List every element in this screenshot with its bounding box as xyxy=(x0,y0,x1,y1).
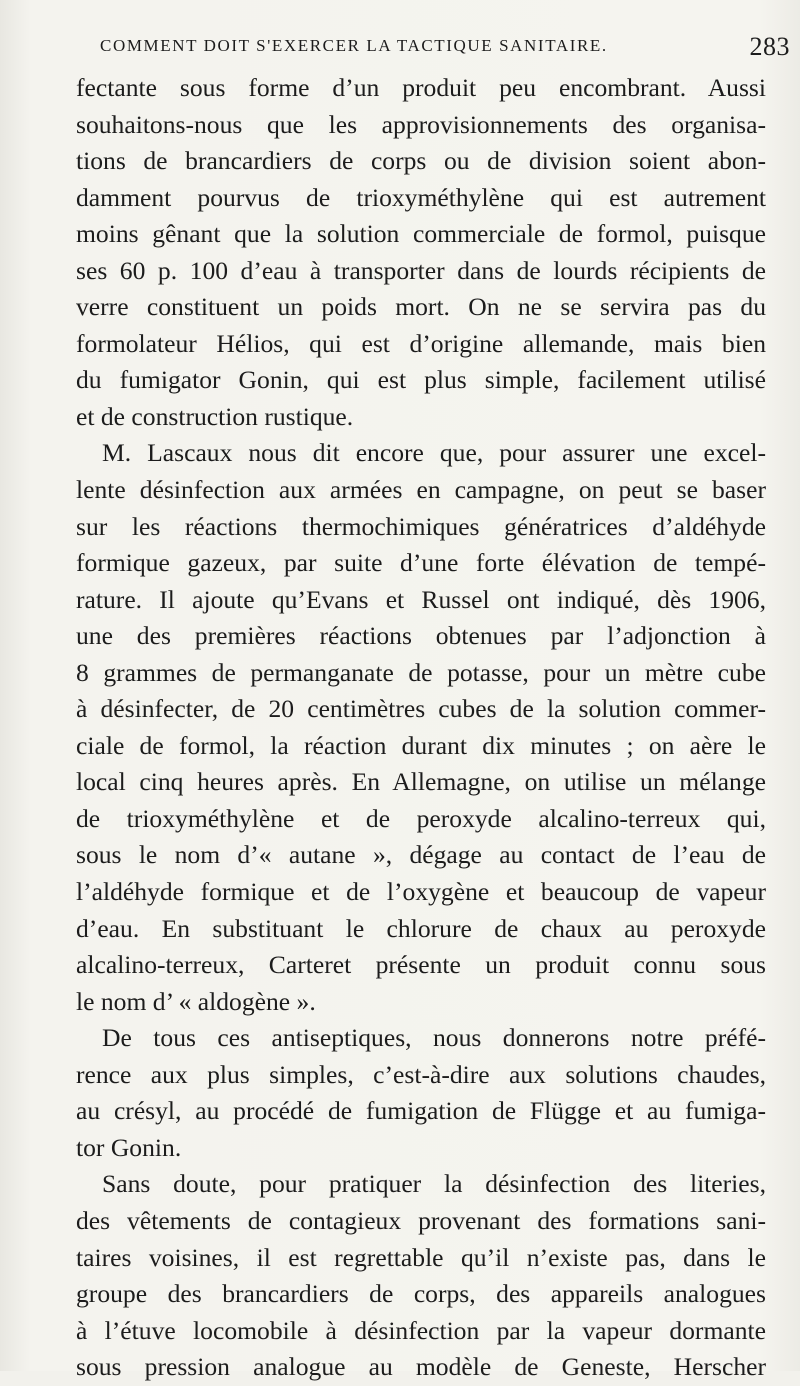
text-line: au crésyl, au procédé de fumigation de Flügge et au fumiga- xyxy=(76,1096,766,1126)
text-line: tor Gonin. xyxy=(76,1132,182,1162)
text-line: formique gazeux, par suite d’une forte élévation de tempé- xyxy=(76,548,766,578)
text-line: souhaitons-nous que les approvisionnements des organisa- xyxy=(76,109,766,139)
text-line: une des premières réactions obtenues par l’adjonction à xyxy=(76,621,766,651)
text-line: l’aldéhyde formique et de l’oxygène et beaucoup de vapeur xyxy=(76,877,766,907)
text-line: alcalino-terreux, Carteret présente un produit connu sous xyxy=(76,950,766,980)
text-line: le nom d’ « aldogène ». xyxy=(76,986,316,1016)
text-line: damment pourvus de trioxyméthylène qui est autrement xyxy=(76,182,766,212)
text-line: groupe des brancardiers de corps, des appareils analogues xyxy=(76,1279,766,1309)
text-line: De tous ces antiseptiques, nous donnerons notre préfé- xyxy=(102,1023,766,1053)
body-text xyxy=(76,70,766,1386)
text-line: tions de brancardiers de corps ou de division soient abon- xyxy=(76,146,766,176)
paragraph xyxy=(76,1020,766,1166)
text-line: fectante sous forme d’un produit peu encombrant. Aussi xyxy=(76,73,766,102)
text-line: local cinq heures après. En Allemagne, on utilise un mélange xyxy=(76,767,766,797)
text-line: sous pression analogue au modèle de Geneste, Herscher xyxy=(76,1352,766,1382)
text-line: d’eau. En substituant le chlorure de chaux au peroxyde xyxy=(76,913,766,943)
text-line: formolateur Hélios, qui est d’origine allemande, mais bien xyxy=(76,328,766,358)
paragraph xyxy=(76,435,766,1020)
text-line: 8 grammes de permanganate de potasse, pour un mètre cube xyxy=(76,657,766,687)
text-line: ses 60 p. 100 d’eau à transporter dans de lourds récipients de xyxy=(76,255,766,285)
text-line: rence aux plus simples, c’est-à-dire aux solutions chaudes, xyxy=(76,1059,766,1089)
text-line: des vêtements de contagieux provenant des formations sani- xyxy=(76,1205,766,1235)
text-line: M. Lascaux nous dit encore que, pour assurer une excel- xyxy=(102,438,766,468)
text-line: et de construction rustique. xyxy=(76,401,354,431)
text-line: de trioxyméthylène et de peroxyde alcalino-terreux qui, xyxy=(76,803,766,833)
text-line: sur les réactions thermochimiques génératrices d’aldéhyde xyxy=(76,511,766,541)
text-line: verre constituent un poids mort. On ne se servira pas du xyxy=(76,292,766,322)
text-line: Sans doute, pour pratiquer la désinfection des literies, xyxy=(102,1169,766,1199)
paragraph xyxy=(76,70,766,435)
text-line: rature. Il ajoute qu’Evans et Russel ont indiqué, dès 1906, xyxy=(76,584,766,614)
text-line: moins gênant que la solution commerciale de formol, puisque xyxy=(76,219,766,249)
page-number: 283 xyxy=(749,32,790,61)
text-line: du fumigator Gonin, qui est plus simple, facilement utilisé xyxy=(76,365,766,395)
running-title: COMMENT DOIT S'EXERCER LA TACTIQUE SANITAIRE. xyxy=(100,36,608,55)
text-line: sous le nom d’« autane », dégage au contact de l’eau de xyxy=(76,840,766,870)
paragraph xyxy=(76,1166,766,1385)
text-line: à désinfecter, de 20 centimètres cubes de la solution commer- xyxy=(76,694,766,724)
text-line: ciale de formol, la réaction durant dix minutes ; on aère le xyxy=(76,730,766,760)
text-line: taires voisines, il est regrettable qu’il n’existe pas, dans le xyxy=(76,1242,766,1272)
running-head xyxy=(100,32,790,66)
text-line: lente désinfection aux armées en campagne, on peut se baser xyxy=(76,475,766,505)
text-line: à l’étuve locomobile à désinfection par la vapeur dormante xyxy=(76,1315,766,1345)
